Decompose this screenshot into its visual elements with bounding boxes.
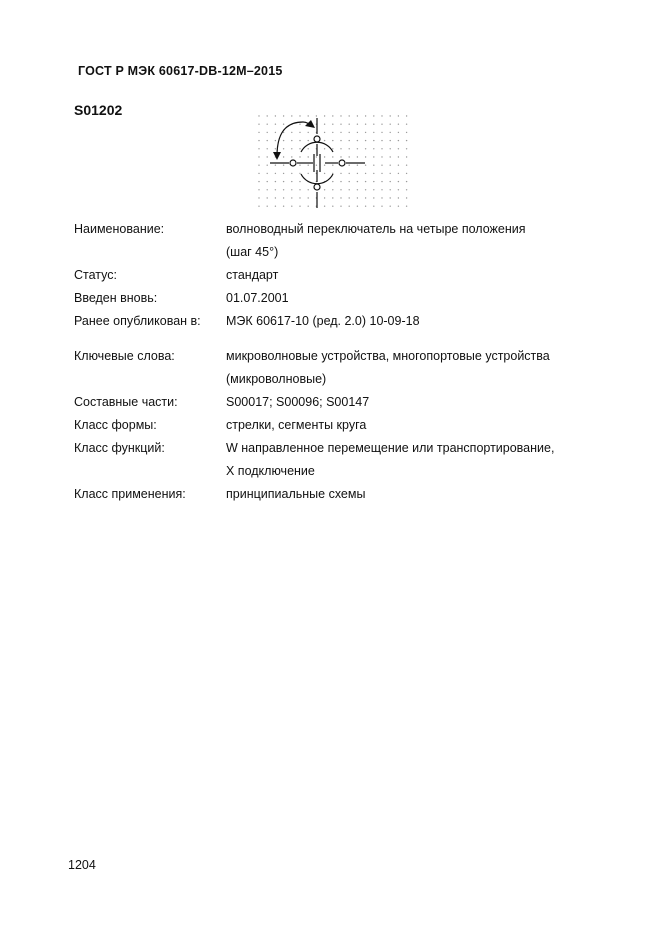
property-row	[74, 437, 614, 460]
property-row	[74, 368, 614, 391]
property-key: Класс функций:	[74, 441, 165, 455]
property-value: S00017; S00096; S00147	[226, 395, 370, 409]
property-value: стрелки, сегменты круга	[226, 418, 367, 432]
property-key: Ранее опубликован в:	[74, 314, 201, 328]
property-row	[74, 391, 614, 414]
property-row	[74, 345, 614, 368]
property-value: МЭК 60617-10 (ред. 2.0) 10-09-18	[226, 314, 420, 328]
property-key: Класс применения:	[74, 487, 186, 501]
property-key: Статус:	[74, 268, 117, 282]
property-row	[74, 241, 614, 264]
property-row	[74, 460, 614, 483]
property-key: Наименование:	[74, 222, 165, 236]
property-row	[74, 264, 614, 287]
property-row	[74, 287, 614, 310]
page-number: 1204	[68, 858, 96, 872]
property-key: Введен вновь:	[74, 291, 158, 305]
properties-table	[74, 218, 614, 506]
property-value: (шаг 45°)	[226, 245, 279, 259]
property-row	[74, 218, 614, 241]
symbol-code: S01202	[74, 102, 123, 118]
property-key: Класс формы:	[74, 418, 157, 432]
property-value: 01.07.2001	[226, 291, 289, 305]
standard-header: ГОСТ Р МЭК 60617-DB-12M–2015	[78, 64, 283, 78]
property-key: Составные части:	[74, 395, 178, 409]
property-key	[74, 241, 226, 264]
property-value: W направленное перемещение или транспортирование,	[226, 441, 555, 455]
property-row	[74, 483, 614, 506]
property-value: стандарт	[226, 268, 279, 282]
property-value: принципиальные схемы	[226, 487, 366, 501]
property-value: (микроволновые)	[226, 372, 327, 386]
property-key	[74, 368, 226, 391]
property-key	[74, 460, 226, 483]
waveguide-switch-symbol-icon	[255, 112, 411, 216]
property-row	[74, 310, 614, 333]
property-row	[74, 414, 614, 437]
property-value: X подключение	[226, 464, 315, 478]
property-value: волноводный переключатель на четыре положения	[226, 222, 526, 236]
property-key: Ключевые слова:	[74, 349, 175, 363]
property-value: микроволновые устройства, многопортовые устройства	[226, 349, 550, 363]
